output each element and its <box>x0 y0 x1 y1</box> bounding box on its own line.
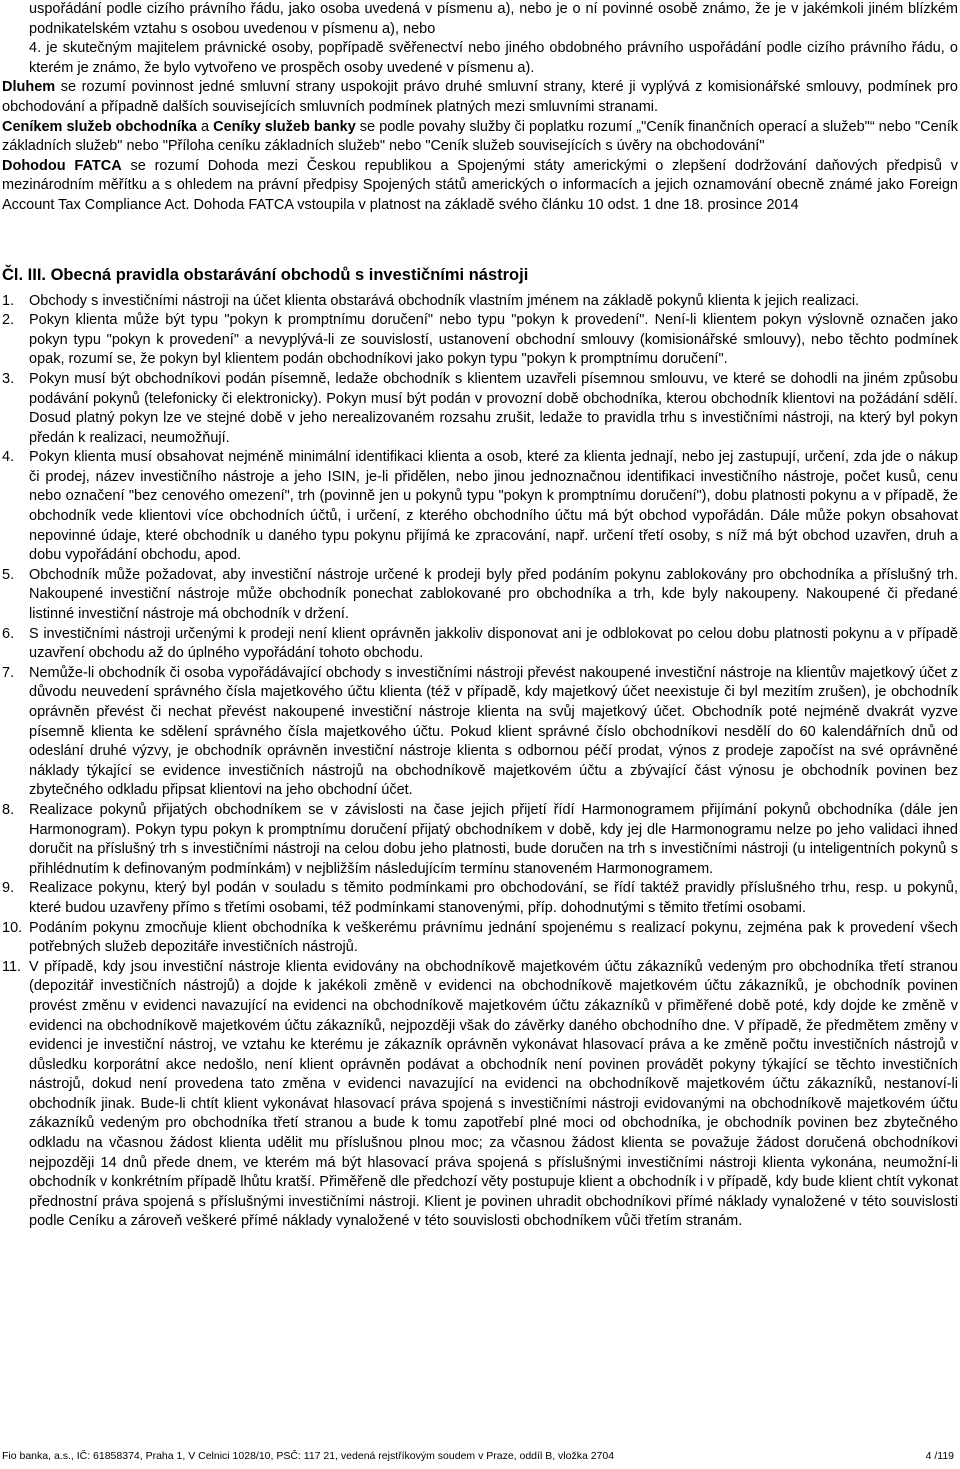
rule-number: 3. <box>2 370 15 387</box>
term-ceniky-banky: Ceníky služeb banky <box>213 118 356 135</box>
rule-number: 10. <box>2 919 23 936</box>
rule-item <box>2 311 958 370</box>
term-fatca: Dohodou FATCA <box>2 157 122 174</box>
rule-text: Realizace pokynů přijatých obchodníkem se v závislosti na čase jejich přijetí řídí Harmonogramem přijímání pokynů obchodníka (dále jen Harmonogram). Pokyn typu pokyn k promptnímu doručení přijatý obchodníkem v době, kdy jej dle Harmonogramu nelze po jeho validaci ihned doručit na příslušný trh s investičními nástroji na celou dobu jeho platnosti, bude doručen na trh s investičními nástroji (u inteligentních pokynů s přihlédnutím k definovaným podmínkám) v nejbližším následujícím termínu stanoveném Harmonogramem. <box>29 801 958 877</box>
rule-item <box>2 370 958 448</box>
rules-list <box>2 292 958 1233</box>
definition-fatca-text: se rozumí Dohoda mezi Českou republikou a Spojenými státy americkými o zlepšení dodržování daňových předpisů v mezinárodním měřítku a s ohledem na právní předpisy Spojených států amerických o informacích a jejich oznamování obecně známé jako Foreign Account Tax Compliance Act. Dohoda FATCA vstoupila v platnost na základě svého článku 10 odst. 1 dne 18. prosince 2014 <box>2 157 958 213</box>
rule-item <box>2 292 958 312</box>
rule-item <box>2 448 958 566</box>
rule-item <box>2 879 958 918</box>
rule-text: Pokyn musí být obchodníkovi podán písemně, ledaže obchodník s klientem uzavřeli písemnou smlouvu, ve které se dohodli na jiném způsobu podávání pokynů (telefonicky či elektronicky). Pokyn musí být podán v provozní době obchodníka, kterou obchodník klientovi na požádání sdělí. Dosud platný pokyn lze ve stejné době v jeho nerealizovaném rozsahu zrušit, ledaže to pravidla trhu s investičními nástroji, na který byl pokyn předán k realizaci, neumožňují. <box>29 370 958 446</box>
definition-fatca <box>2 157 958 216</box>
rule-item <box>2 919 958 958</box>
rule-number: 2. <box>2 312 15 329</box>
rule-item <box>2 664 958 801</box>
rule-number: 4. <box>2 449 15 466</box>
rule-number: 9. <box>2 880 15 897</box>
rule-number: 11. <box>2 958 22 975</box>
rule-number: 7. <box>2 664 15 681</box>
definition-continuation: uspořádání podle cizího právního řádu, jako osoba uvedená v písmenu a), nebo je o ní povinné osobě známo, že je v jakémkoli jiném blízkém podnikatelském vztahu s osobou uvedenou v písmenu a), nebo <box>29 1 958 37</box>
footer-company-info: Fio banka, a.s., IČ: 61858374, Praha 1, V Celnici 1028/10, PSČ: 117 21, vedená rejstříkovým soudem v Praze, oddíl B, vložka 2704 <box>2 1450 615 1462</box>
rule-text: Podáním pokynu zmocňuje klient obchodníka k veškerému právnímu jednání spojenému s realizací pokynu, zejména pak k provedení všech potřebných služeb depozitáře investičních nástrojů. <box>29 919 958 956</box>
definition-cenik-and: a <box>197 118 214 135</box>
rule-text: Realizace pokynu, který byl podán v souladu s těmito podmínkami pro obchodování, se řídí taktéž pravidly příslušného trhu, resp. u pokynů, které budou uzavřeny přímo s třetími osobami, též podmínkami stanovenými, příp. dohodnutými s těmito třetími osobami. <box>29 880 958 916</box>
section-heading: Čl. III. Obecná pravidla obstarávání obchodů s investičními nástroji <box>2 265 529 284</box>
rule-text: Obchodník může požadovat, aby investiční nástroje určené k prodeji byly před podáním pokynu zablokovány pro obchodníka a příslušný trh. Nakoupené investiční nástroje může obchodník ponechat zablokované pro obchodníka a trh, kde byly nakoupeny. Nakoupené či předané listinné investiční nástroje má obchodník v držení. <box>29 566 958 623</box>
rule-text: V případě, kdy jsou investiční nástroje klienta evidovány na obchodníkově majetkovém účtu zákazníků vedeným pro obchodníka třetí stranou (depozitář investičních nástrojů) a dojde k jakékoli změně v evidenci na obchodníkově majetkovém účtu zákazníků, je obchodník povinen provést změnu v evidenci navazující na evidenci na obchodníkově majetkovém účtu zákazníků v přiměřené době poté, kdy dojde ke změně v evidenci na obchodníkově majetkovém účtu zákazníků, nejpozději však do závěrky daného obchodního dne. V případě, že předmětem změny v evidenci je investiční nástroj, ve vztahu ke kterému je zákazník oprávněn vykonávat hlasovací práva a ke změně počtu investičních nástrojů v důsledku korporátní akce nedošlo, není klient oprávněn podávat a obchodník není povinen provádět pokyny týkající se těchto investičních nástrojů, dokud není provedena tato změna v evidenci navazující na evidenci na obchodníkově majetkovém účtu zákazníků, nestanoví-li obchodník jinak. Bude-li chtít klient vykonávat hlasovací práva spojená s investičními nástroji evidovanými na obchodníkově majetkovém účtu zákazníků vedeným pro obchodníka třetí stranou a bude k tomu zapotřebí plné moci od obchodníka, je obchodník povinen bez zbytečného odkladu na včasnou žádost klienta udělit mu příslušnou plnou moc; za včasnou žádost klienta se považuje žádost doručená obchodníkovi nejpozději 14 dnů přede dnem, ve kterém má být hlasovací práva spojená s příslušnými investičními nástroji klienta vykonána, neumožní-li obchodník v konkrétním případě lhůtu kratší. Přiměřeně dle předchozí věty postupuje klient a obchodník i v případě, kdy bude klient chtít vykonat přednostní práva spojená s příslušnými investičními nástroji. Klient je povinen uhradit obchodníkovi přímé náklady vynaložené v této souvislosti podle Ceníku a zároveň veškeré přímé náklady vynaložené v této souvislosti obchodníkem vůči třetím stranám. <box>29 958 958 1230</box>
definition-cenik <box>2 118 958 157</box>
rule-text: Nemůže-li obchodník či osoba vypořádávající obchody s investičními nástroji převést nakoupené investiční nástroje na klientův majetkový účet z důvodu neuvedení správného čísla majetkového účtu klienta (též v případě, kdy majetkový účet neexistuje či byl mezitím zrušen), je obchodník oprávněn převést či nechat převést nakoupené investiční nástroje klienta na svůj majetkový účet. Obchodník poté nejméně dvakrát vyzve písemně klienta ke sdělení správného čísla majetkového účtu. Pokud klient správné číslo obchodníkovi nesdělí do 60 kalendářních dnů od odeslání druhé výzvy, je obchodník oprávněn investiční nástroje klienta s odbornou péčí prodat, výnos z prodeje započíst na své oprávněné náklady týkající se evidence investičních nástrojů na obchodníkově majetkovém účtu a zbývající část výnosu je obchodník povinen bez zbytečného odkladu připsat klientovi na jeho obchodní účet. <box>29 664 958 799</box>
rule-number: 1. <box>2 292 15 309</box>
footer-page-number: 4 /119 <box>925 1450 954 1462</box>
definition-item-4: 4. je skutečným majitelem právnické osoby, popřípadě svěřenectví nebo jiného obdobného právního uspořádání podle cizího právního řádu, o kterém je známo, že bylo vytvořeno ve prospěch osoby uvedené v písmenu a). <box>29 40 958 76</box>
rule-item <box>2 566 958 625</box>
definition-dluh-text: se rozumí povinnost jedné smluvní strany uspokojit právo druhé smluvní strany, které ji vyplývá z komisionářské smlouvy, podmínek pro obchodování a případně dalších souvisejících smluvních podmínek platných mezi smluvními stranami. <box>2 79 958 115</box>
rule-item <box>2 958 958 1232</box>
rule-number: 6. <box>2 625 15 642</box>
rule-text: Pokyn klienta musí obsahovat nejméně minimální identifikaci klienta a osob, které za klienta jednají, nebo jej zastupují, určení, zda jde o nákup či prodej, název investičního nástroje a jeho ISIN, je-li přidělen, nebo jinou jednoznačnou identifikaci investičního nástroje, počet kusů, cenu nebo označení "bez cenového omezení", trh (povinně jen u pokynů typu "pokyn k promptnímu doručení"), dobu platnosti pokynu a v případě, že obchodník vede klientovi více obchodních účtů, i určení, z kterého obchodního účtu má být obchod vypořádán. Dále může pokyn obsahovat nepovinné údaje, které obchodník u daného typu pokynu přijímá ke zpracování, např. určení třetí osoby, s níž má být obchod uzavřen, druh a dobu vypořádání obchodu, apod. <box>29 449 958 564</box>
term-cenik-obchodnika: Ceníkem služeb obchodníka <box>2 118 197 135</box>
rule-number: 8. <box>2 801 15 818</box>
term-dluh: Dluhem <box>2 79 56 96</box>
rule-text: S investičními nástroji určenými k prodeji není klient oprávněn jakkoliv disponovat ani je odblokovat po celou dobu platnosti pokynu a v případě uzavření obchodu až do úplného vypořádání tohoto obchodu. <box>29 625 958 662</box>
rule-item <box>2 625 958 664</box>
definition-dluh <box>2 78 958 117</box>
definition-cenik-text: se podle povahy služby či poplatku rozumí „"Ceník finančních operací a služeb"“ nebo "Ceník základních služeb" nebo "Příloha ceníku základních služeb" nebo "Ceník služeb souvisejících s úvěry na obchodování" <box>2 118 958 155</box>
rule-number: 5. <box>2 566 15 583</box>
rule-item <box>2 801 958 879</box>
rule-text: Pokyn klienta může být typu "pokyn k promptnímu doručení" nebo typu "pokyn k provedení". Není-li klientem pokyn výslovně označen jako pokyn typu "pokyn k provedení" a nevyplývá-li ze souvislostí, ustanovení obchodní smlouvy (komisionářské smlouvy), nebo těchto podmínek opak, rozumí se, že pokyn byl klientem podán obchodníkovi jako pokyn typu "pokyn k promptnímu doručení". <box>29 312 958 368</box>
rule-text: Obchody s investičními nástroji na účet klienta obstarává obchodník vlastním jménem na základě pokynů klienta k jejich realizaci. <box>29 292 860 309</box>
